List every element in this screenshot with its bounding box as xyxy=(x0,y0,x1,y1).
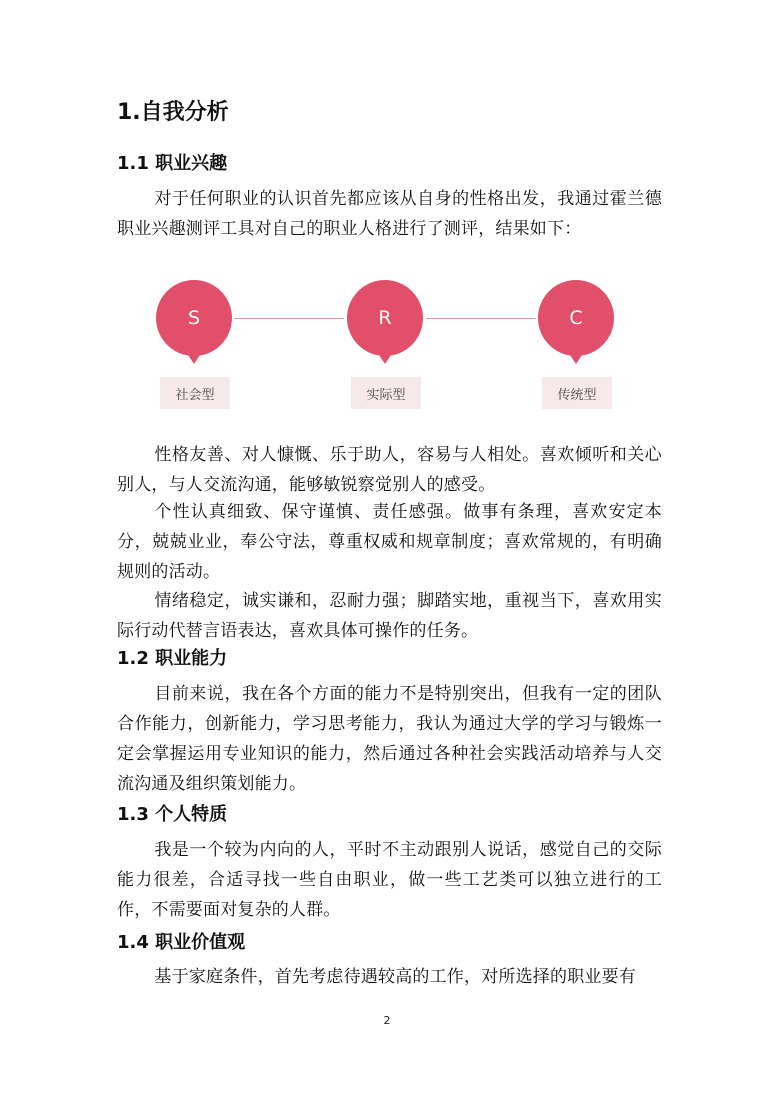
holland-node-s xyxy=(156,280,232,410)
section-heading-self-analysis: 1.自我分析 xyxy=(117,100,229,125)
paragraph-social-type: 性格友善、对人慷慨、乐于助人，容易与人相处。喜欢倾听和关心别人，与人交流沟通，能够敏锐察觉别人的感受。 xyxy=(117,445,662,495)
paragraph-personal-traits: 我是一个较为内向的人，平时不主动跟别人说话，感觉自己的交际能力很差，合适寻找一些自由职业，做一些工艺类可以独立进行的工作，不需要面对复杂的人群。 xyxy=(117,840,662,920)
subheading-career-interest: 1.1 职业兴趣 xyxy=(117,153,228,174)
connector-line xyxy=(426,318,536,319)
paragraph-conventional-type: 个性认真细致、保守谨慎、责任感强。做事有条理，喜欢安定本分，兢兢业业，奉公守法，尊重权威和规章制度；喜欢常规的，有明确规则的活动。 xyxy=(117,502,662,582)
page-number: 2 xyxy=(383,1014,391,1027)
holland-node-r xyxy=(347,280,423,410)
subheading-career-ability: 1.2 职业能力 xyxy=(117,648,228,669)
node-circle: S xyxy=(156,280,232,356)
node-circle: R xyxy=(347,280,423,356)
holland-code-diagram xyxy=(150,280,620,420)
pointer-triangle-icon xyxy=(377,352,393,364)
node-label: 传统型 xyxy=(542,377,612,409)
subheading-career-values: 1.4 职业价值观 xyxy=(117,932,246,953)
node-label: 实际型 xyxy=(351,377,421,409)
paragraph-career-ability: 目前来说，我在各个方面的能力不是特别突出，但我有一定的团队合作能力，创新能力，学习思考能力，我认为通过大学的学习与锻炼一定会掌握运用专业知识的能力，然后通过各种社会实践活动培养与人交流沟通及组织策划能力。 xyxy=(117,684,662,794)
paragraph-realistic-type: 情绪稳定，诚实谦和，忍耐力强；脚踏实地，重视当下，喜欢用实际行动代替言语表达，喜欢具体可操作的任务。 xyxy=(117,591,662,641)
subheading-personal-traits: 1.3 个人特质 xyxy=(117,804,228,825)
pointer-triangle-icon xyxy=(186,352,202,364)
connector-line xyxy=(234,318,344,319)
pointer-triangle-icon xyxy=(568,352,584,364)
node-circle: C xyxy=(538,280,614,356)
holland-node-c xyxy=(538,280,614,410)
paragraph-interest-intro: 对于任何职业的认识首先都应该从自身的性格出发，我通过霍兰德职业兴趣测评工具对自己的职业人格进行了测评，结果如下： xyxy=(117,189,662,239)
paragraph-career-values: 基于家庭条件，首先考虑待遇较高的工作，对所选择的职业要有 xyxy=(154,967,636,987)
node-label: 社会型 xyxy=(160,377,230,409)
